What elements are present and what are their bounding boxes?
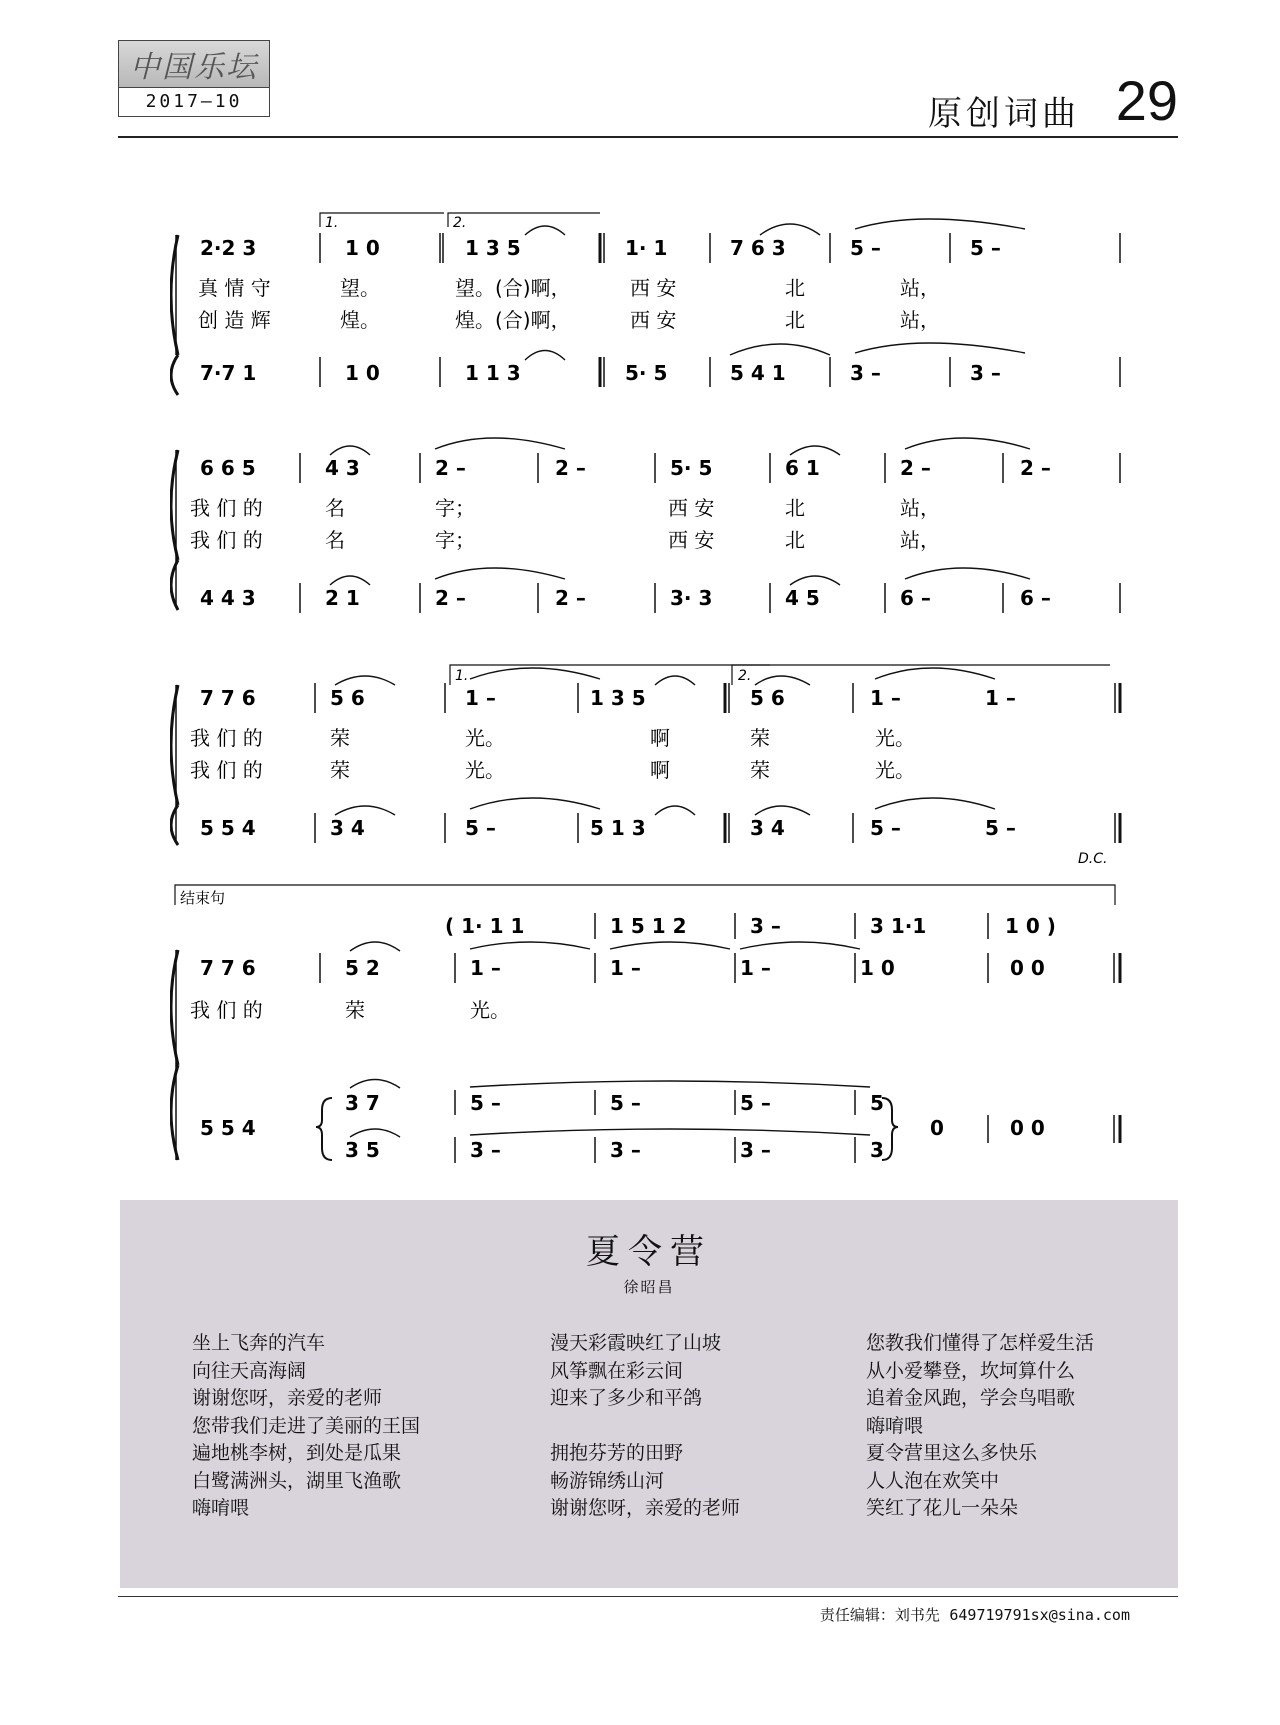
svg-text:3 4: 3 4: [750, 816, 785, 840]
system-2: [171, 438, 1120, 613]
svg-text:1 –: 1 –: [985, 686, 1016, 710]
svg-text:0 0: 0 0: [1010, 956, 1045, 980]
svg-text:荣: 荣: [345, 998, 365, 1022]
svg-text:5 6: 5 6: [750, 686, 785, 710]
ending-label: 结束句: [180, 889, 226, 907]
svg-text:5 –: 5 –: [470, 1091, 501, 1115]
system-1: [171, 213, 1120, 395]
svg-text:北: 北: [785, 308, 805, 332]
svg-text:5 –: 5 –: [610, 1091, 641, 1115]
svg-text:3 –: 3 –: [740, 1138, 771, 1162]
s1-upper-m7: 5 –: [970, 236, 1001, 260]
svg-text:荣: 荣: [750, 726, 770, 750]
svg-text:2 –: 2 –: [435, 456, 466, 480]
svg-text:4 3: 4 3: [325, 456, 360, 480]
svg-text:1 0: 1 0: [860, 956, 895, 980]
svg-text:创 造 辉: 创 造 辉: [198, 308, 271, 332]
svg-text:3 7: 3 7: [345, 1091, 380, 1115]
svg-text:2 1: 2 1: [325, 586, 360, 610]
svg-text:6 –: 6 –: [900, 586, 931, 610]
svg-text:真 情 守: 真 情 守: [198, 276, 271, 300]
svg-text:5 4 1: 5 4 1: [730, 361, 786, 385]
svg-text:荣: 荣: [330, 726, 350, 750]
svg-text:2 –: 2 –: [555, 586, 586, 610]
svg-text:3 –: 3 –: [610, 1138, 641, 1162]
poem-title: 夏令营: [586, 1232, 712, 1272]
svg-text:站，: 站，: [900, 528, 940, 552]
svg-text:6 1: 6 1: [785, 456, 820, 480]
svg-text:光。: 光。: [875, 758, 915, 782]
poem-panel: [120, 1200, 1178, 1588]
svg-text:7 7 6: 7 7 6: [200, 686, 256, 710]
svg-text:3 –: 3 –: [970, 361, 1001, 385]
svg-text:名: 名: [325, 528, 345, 552]
s1-upper-m1: 2·2 3: [200, 236, 257, 260]
svg-text:西 安: 西 安: [630, 308, 677, 332]
svg-text:5 –: 5 –: [870, 816, 901, 840]
system-3: [171, 665, 1120, 867]
svg-text:1 0 ): 1 0 ): [1005, 914, 1056, 938]
svg-text:北: 北: [785, 276, 805, 300]
svg-text:光。: 光。: [875, 726, 915, 750]
svg-text:站，: 站，: [900, 276, 940, 300]
svg-text:站，: 站，: [900, 496, 940, 520]
svg-text:我 们 的: 我 们 的: [190, 496, 263, 520]
svg-text:1.: 1.: [455, 668, 469, 684]
s1-upper-m2: 1 0: [345, 236, 380, 260]
svg-text:煌。: 煌。: [340, 308, 380, 332]
system-4: [171, 885, 1120, 1163]
svg-text:5 5 4: 5 5 4: [200, 816, 256, 840]
svg-text:啊: 啊: [650, 726, 670, 750]
svg-text:光。: 光。: [465, 726, 505, 750]
svg-text:5 –: 5 –: [465, 816, 496, 840]
svg-text:荣: 荣: [330, 758, 350, 782]
svg-text:2 –: 2 –: [435, 586, 466, 610]
svg-text:1 –: 1 –: [470, 956, 501, 980]
poem-column-1: 坐上飞奔的汽车 向往天高海阔 谢谢您呀，亲爱的老师 您带我们走进了美丽的王国 遍地桃李树，到处是瓜果 白鹭满洲头，湖里飞渔歌 嗨唷喂: [192, 1332, 421, 1519]
svg-text:1 3 5: 1 3 5: [590, 686, 646, 710]
svg-text:名: 名: [325, 496, 345, 520]
svg-text:2.: 2.: [453, 215, 467, 231]
svg-text:5 –: 5 –: [985, 816, 1016, 840]
svg-text:光。: 光。: [470, 998, 510, 1022]
svg-text:西 安: 西 安: [668, 496, 715, 520]
svg-text:4 5: 4 5: [785, 586, 820, 610]
svg-text:4 4 3: 4 4 3: [200, 586, 256, 610]
svg-text:望。: 望。: [340, 276, 380, 300]
svg-text:3· 3: 3· 3: [670, 586, 713, 610]
poem-column-3: 您教我们懂得了怎样爱生活 从小爱攀登，坎坷算什么 追着金风跑，学会鸟唱歌 嗨唷喂 夏令营里这么多快乐 人人泡在欢笑中 笑红了花儿一朵朵: [866, 1332, 1095, 1519]
poem-column-2: 漫天彩霞映红了山坡 风筝飘在彩云间 迎来了多少和平鸽 拥抱芬芳的田野 畅游锦绣山河 谢谢您呀，亲爱的老师: [550, 1332, 741, 1519]
svg-text:5 6: 5 6: [330, 686, 365, 710]
svg-text:1 –: 1 –: [610, 956, 641, 980]
svg-text:7·7 1: 7·7 1: [200, 361, 257, 385]
svg-text:2 –: 2 –: [555, 456, 586, 480]
svg-text:5 5 4: 5 5 4: [200, 1116, 256, 1140]
svg-text:字；: 字；: [435, 496, 475, 520]
svg-text:5 2: 5 2: [345, 956, 380, 980]
svg-text:3 5: 3 5: [345, 1138, 380, 1162]
svg-text:啊: 啊: [650, 758, 670, 782]
svg-text:5 –: 5 –: [740, 1091, 771, 1115]
svg-text:字；: 字；: [435, 528, 475, 552]
svg-text:1 0: 1 0: [345, 361, 380, 385]
editor-email: 649719791sx@sina.com: [949, 1606, 1130, 1624]
footer-rule: [118, 1596, 1178, 1597]
svg-text:1 –: 1 –: [870, 686, 901, 710]
svg-text:1.: 1.: [325, 215, 339, 231]
svg-text:5· 5: 5· 5: [625, 361, 668, 385]
section-title: 原创词曲: [928, 94, 1080, 134]
svg-text:站，: 站，: [900, 308, 940, 332]
svg-text:3 –: 3 –: [750, 914, 781, 938]
s1-upper-m4: 1· 1: [625, 236, 668, 260]
svg-text:5 1 3: 5 1 3: [590, 816, 646, 840]
s1-upper-m5: 7 6 3: [730, 236, 786, 260]
svg-text:1 1 3: 1 1 3: [465, 361, 521, 385]
magazine-logo: 中国乐坛: [118, 40, 270, 88]
svg-text:3 –: 3 –: [470, 1138, 501, 1162]
svg-text:光。: 光。: [465, 758, 505, 782]
page-number: 29: [1115, 69, 1178, 132]
svg-text:3: 3: [870, 1138, 884, 1162]
svg-text:7 7 6: 7 7 6: [200, 956, 256, 980]
svg-text:2.: 2.: [738, 668, 752, 684]
svg-text:3 –: 3 –: [850, 361, 881, 385]
s1-upper-m6: 5 –: [850, 236, 881, 260]
issue-number: 2017—10: [118, 88, 270, 117]
svg-text:我 们 的: 我 们 的: [190, 528, 263, 552]
svg-text:0: 0: [930, 1116, 944, 1140]
svg-text:6 –: 6 –: [1020, 586, 1051, 610]
music-score: [170, 205, 1130, 1195]
svg-text:荣: 荣: [750, 758, 770, 782]
s1-upper-m3: 1 3 5: [465, 236, 521, 260]
svg-text:北: 北: [785, 528, 805, 552]
svg-text:2 –: 2 –: [900, 456, 931, 480]
svg-text:西 安: 西 安: [630, 276, 677, 300]
header-rule: [118, 136, 1178, 138]
svg-text:我 们 的: 我 们 的: [190, 998, 263, 1022]
poem-author: 徐昭昌: [623, 1278, 675, 1296]
svg-text:望。(合)啊，: 望。(合)啊，: [455, 276, 571, 300]
svg-text:0 0: 0 0: [1010, 1116, 1045, 1140]
svg-text:2 –: 2 –: [1020, 456, 1051, 480]
svg-text:北: 北: [785, 496, 805, 520]
svg-text:1 –: 1 –: [740, 956, 771, 980]
svg-text:3 4: 3 4: [330, 816, 365, 840]
svg-text:( 1· 1 1: ( 1· 1 1: [445, 914, 525, 938]
svg-text:西 安: 西 安: [668, 528, 715, 552]
svg-text:我 们 的: 我 们 的: [190, 726, 263, 750]
svg-text:煌。(合)啊，: 煌。(合)啊，: [455, 308, 571, 332]
svg-text:5: 5: [870, 1091, 884, 1115]
svg-text:1 5 1 2: 1 5 1 2: [610, 914, 687, 938]
svg-text:3 1·1: 3 1·1: [870, 914, 927, 938]
svg-text:1 –: 1 –: [465, 686, 496, 710]
svg-text:6 6 5: 6 6 5: [200, 456, 256, 480]
numbered-notation: [170, 205, 1130, 1195]
svg-text:5· 5: 5· 5: [670, 456, 713, 480]
editor-credit: [820, 1604, 1130, 1625]
editor-label: 责任编辑：刘书先: [819, 1606, 940, 1624]
svg-text:我 们 的: 我 们 的: [190, 758, 263, 782]
dc-mark: D.C.: [1078, 851, 1108, 867]
masthead: [118, 40, 268, 117]
